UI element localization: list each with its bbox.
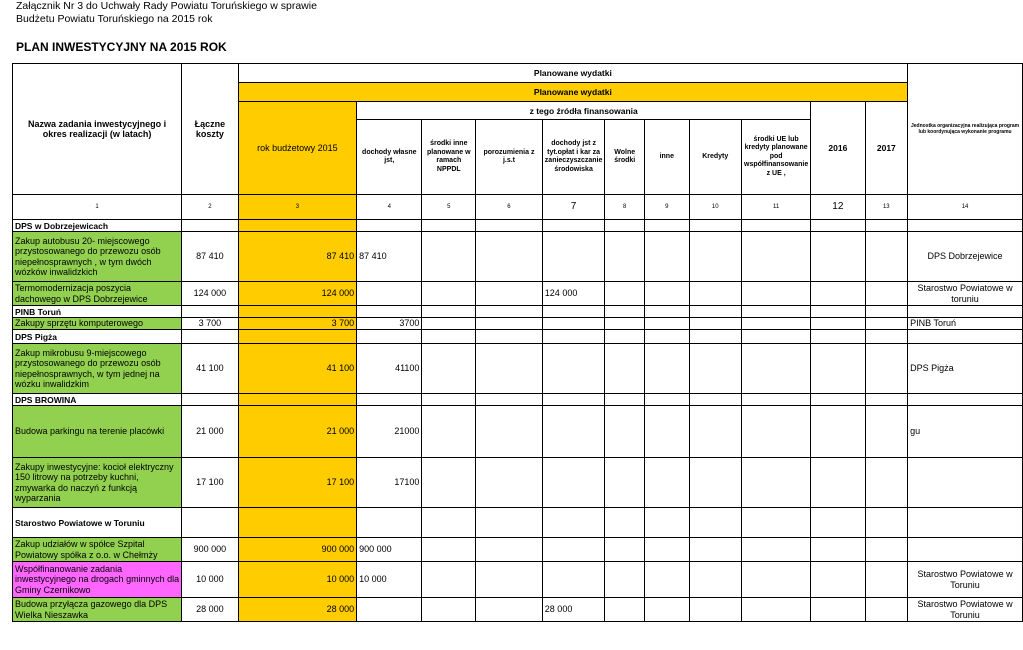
budget-2015-cell: 21 000 <box>238 406 356 458</box>
section-row <box>13 508 1023 538</box>
empty-cell <box>742 508 811 538</box>
col-number-cell: 6 <box>476 195 543 220</box>
empty-cell <box>476 562 543 598</box>
col-other-header: inne <box>645 120 689 195</box>
col-eu-header: środki UE lub kredyty planowane pod współfinansowanie z UE , <box>742 120 811 195</box>
empty-cell <box>605 344 645 394</box>
empty-cell <box>422 220 476 232</box>
unit-cell: Starostwo Powiatowe w Toruniu <box>908 562 1023 598</box>
empty-cell <box>605 562 645 598</box>
empty-cell <box>811 232 865 282</box>
empty-cell <box>238 508 356 538</box>
total-cost-cell: 41 100 <box>182 344 239 394</box>
empty-cell <box>605 458 645 508</box>
empty-cell <box>742 232 811 282</box>
empty-cell <box>645 306 689 318</box>
empty-cell <box>865 562 908 598</box>
empty-cell <box>645 508 689 538</box>
empty-cell <box>742 394 811 406</box>
empty-cell <box>357 330 422 344</box>
empty-cell <box>645 330 689 344</box>
empty-cell <box>645 406 689 458</box>
empty-cell <box>811 406 865 458</box>
empty-cell <box>476 282 543 306</box>
empty-cell <box>865 538 908 562</box>
section-name: Starostwo Powiatowe w Toruniu <box>13 508 182 538</box>
col-credits-header: Kredyty <box>689 120 742 195</box>
unit-cell: Starostwo Powiatowe w toruniu <box>908 282 1023 306</box>
section-row <box>13 330 1023 344</box>
empty-cell <box>182 220 239 232</box>
col-number-cell: 8 <box>605 195 645 220</box>
own-income-cell: 41100 <box>357 344 422 394</box>
empty-cell <box>811 562 865 598</box>
empty-cell <box>605 406 645 458</box>
col-number-cell: 13 <box>865 195 908 220</box>
empty-cell <box>182 330 239 344</box>
empty-cell <box>542 394 605 406</box>
empty-cell <box>422 232 476 282</box>
empty-cell <box>689 306 742 318</box>
empty-cell <box>908 330 1023 344</box>
empty-cell <box>742 220 811 232</box>
table-row <box>13 406 1023 458</box>
empty-cell <box>422 330 476 344</box>
empty-cell <box>605 282 645 306</box>
empty-cell <box>742 318 811 330</box>
env-fees-cell <box>542 458 605 508</box>
empty-cell <box>689 562 742 598</box>
empty-cell <box>476 318 543 330</box>
budget-2015-cell: 87 410 <box>238 232 356 282</box>
empty-cell <box>238 306 356 318</box>
total-cost-cell: 124 000 <box>182 282 239 306</box>
empty-cell <box>689 508 742 538</box>
empty-cell <box>605 538 645 562</box>
empty-cell <box>865 220 908 232</box>
section-name: PINB Toruń <box>13 306 182 318</box>
empty-cell <box>476 232 543 282</box>
empty-cell <box>476 406 543 458</box>
col-budget-header: rok budżetowy 2015 <box>238 102 356 195</box>
table-row <box>13 344 1023 394</box>
empty-cell <box>422 306 476 318</box>
col-number-cell: 11 <box>742 195 811 220</box>
task-name-cell: Budowa przyłącza gazowego dla DPS Wielka Nieszawka <box>13 598 182 622</box>
empty-cell <box>811 598 865 622</box>
empty-cell <box>908 508 1023 538</box>
empty-cell <box>865 344 908 394</box>
empty-cell <box>811 344 865 394</box>
budget-2015-cell: 900 000 <box>238 538 356 562</box>
task-name-cell: Zakup autobusu 20- miejscowego przystosowanego do przewozu osób niepełnosprawnych , w tym dwóch wózków inwalidzkich <box>13 232 182 282</box>
empty-cell <box>689 330 742 344</box>
empty-cell <box>689 282 742 306</box>
empty-cell <box>476 330 543 344</box>
empty-cell <box>182 508 239 538</box>
col-number-cell: 4 <box>357 195 422 220</box>
empty-cell <box>476 220 543 232</box>
section-name: DPS BROWINA <box>13 394 182 406</box>
col-number-cell: 1 <box>13 195 182 220</box>
empty-cell <box>689 538 742 562</box>
col-free-funds-header: Wolne środki <box>605 120 645 195</box>
empty-cell <box>422 458 476 508</box>
empty-cell <box>689 406 742 458</box>
empty-cell <box>422 344 476 394</box>
page-title: PLAN INWESTYCYJNY NA 2015 ROK <box>16 40 227 54</box>
task-name-cell: Budowa parkingu na terenie placówki <box>13 406 182 458</box>
total-cost-cell: 3 700 <box>182 318 239 330</box>
empty-cell <box>476 508 543 538</box>
empty-cell <box>605 318 645 330</box>
empty-cell <box>811 306 865 318</box>
empty-cell <box>605 306 645 318</box>
sources-header: z tego źródła finansowania <box>357 102 811 120</box>
empty-cell <box>238 330 356 344</box>
task-name-cell: Współfinanowanie zadania inwestycyjnego na drogach gminnych dla Gminy Czernikowo <box>13 562 182 598</box>
col-number-cell: 2 <box>182 195 239 220</box>
empty-cell <box>605 220 645 232</box>
empty-cell <box>238 394 356 406</box>
empty-cell <box>605 330 645 344</box>
empty-cell <box>605 232 645 282</box>
empty-cell <box>865 458 908 508</box>
unit-cell: DPS Pigża <box>908 344 1023 394</box>
col-number-cell: 9 <box>645 195 689 220</box>
task-name-cell: Zakup udziałów w spółce Szpital Powiatowy spółka z o.o. w Chełmży <box>13 538 182 562</box>
empty-cell <box>422 394 476 406</box>
unit-cell <box>908 458 1023 508</box>
empty-cell <box>689 220 742 232</box>
total-cost-cell: 900 000 <box>182 538 239 562</box>
empty-cell <box>645 232 689 282</box>
empty-cell <box>811 282 865 306</box>
unit-cell: DPS Dobrzejewice <box>908 232 1023 282</box>
empty-cell <box>605 508 645 538</box>
table-row <box>13 458 1023 508</box>
empty-cell <box>865 406 908 458</box>
own-income-cell: 21000 <box>357 406 422 458</box>
empty-cell <box>357 220 422 232</box>
env-fees-cell <box>542 406 605 458</box>
empty-cell <box>605 598 645 622</box>
col-2017-header: 2017 <box>865 102 908 195</box>
env-fees-cell <box>542 318 605 330</box>
empty-cell <box>689 344 742 394</box>
table-row <box>13 282 1023 306</box>
empty-cell <box>422 562 476 598</box>
table-row <box>13 232 1023 282</box>
task-name-cell: Zakupy sprzętu komputerowego <box>13 318 182 330</box>
empty-cell <box>908 394 1023 406</box>
empty-cell <box>742 458 811 508</box>
unit-cell: PINB Toruń <box>908 318 1023 330</box>
empty-cell <box>865 282 908 306</box>
col-name-header: Nazwa zadania inwestycyjnego i okres realizacji (w latach) <box>13 64 182 195</box>
col-number-cell: 14 <box>908 195 1023 220</box>
table-row <box>13 538 1023 562</box>
empty-cell <box>238 220 356 232</box>
empty-cell <box>542 220 605 232</box>
empty-cell <box>422 538 476 562</box>
empty-cell <box>645 282 689 306</box>
empty-cell <box>422 318 476 330</box>
budget-2015-cell: 17 100 <box>238 458 356 508</box>
table-row <box>13 562 1023 598</box>
col-2016-header: 2016 <box>811 102 865 195</box>
col-number-cell: 7 <box>542 195 605 220</box>
own-income-cell <box>357 598 422 622</box>
empty-cell <box>811 330 865 344</box>
empty-cell <box>422 282 476 306</box>
unit-cell <box>908 538 1023 562</box>
own-income-cell <box>357 282 422 306</box>
total-cost-cell: 21 000 <box>182 406 239 458</box>
env-fees-cell <box>542 232 605 282</box>
empty-cell <box>645 598 689 622</box>
empty-cell <box>357 508 422 538</box>
budget-2015-cell: 3 700 <box>238 318 356 330</box>
doc-header-line-1: Załącznik Nr 3 do Uchwały Rady Powiatu Toruńskiego w sprawie <box>16 0 317 12</box>
empty-cell <box>865 232 908 282</box>
empty-cell <box>865 508 908 538</box>
empty-cell <box>908 306 1023 318</box>
empty-cell <box>476 458 543 508</box>
empty-cell <box>865 330 908 344</box>
task-name-cell: Zakup mikrobusu 9-miejscowego przystosowanego do przewozu osób niepełnosprawnych, w tym jednej na wózku inwalidzkim <box>13 344 182 394</box>
empty-cell <box>811 458 865 508</box>
section-name: DPS w Dobrzejewicach <box>13 220 182 232</box>
empty-cell <box>476 344 543 394</box>
empty-cell <box>476 598 543 622</box>
empty-cell <box>476 306 543 318</box>
col-agreements-header: porozumienia z j.s.t <box>476 120 543 195</box>
own-income-cell: 3700 <box>357 318 422 330</box>
col-number-cell: 5 <box>422 195 476 220</box>
total-cost-cell: 87 410 <box>182 232 239 282</box>
empty-cell <box>689 318 742 330</box>
empty-cell <box>742 598 811 622</box>
env-fees-cell: 28 000 <box>542 598 605 622</box>
empty-cell <box>476 538 543 562</box>
empty-cell <box>476 394 543 406</box>
col-number-cell: 3 <box>238 195 356 220</box>
investment-table <box>12 63 1023 622</box>
total-cost-cell: 28 000 <box>182 598 239 622</box>
empty-cell <box>182 306 239 318</box>
empty-cell <box>811 538 865 562</box>
empty-cell <box>742 562 811 598</box>
own-income-cell: 17100 <box>357 458 422 508</box>
task-name-cell: Zakupy inwestycyjne: kocioł elektryczny 150 litrowy na potrzeby kuchni, zmywarka do naczyń z funkcją wyparzania <box>13 458 182 508</box>
doc-header-line-2: Budżetu Powiatu Toruńskiego na 2015 rok <box>16 13 213 25</box>
col-nppdl-header: środki inne planowane w ramach NPPDL <box>422 120 476 195</box>
planned-expenses-header: Planowane wydatki <box>238 64 907 83</box>
col-own-income-header: dochody własne jst, <box>357 120 422 195</box>
empty-cell <box>542 330 605 344</box>
env-fees-cell <box>542 538 605 562</box>
empty-cell <box>422 406 476 458</box>
empty-cell <box>645 344 689 394</box>
unit-cell: gu <box>908 406 1023 458</box>
empty-cell <box>865 318 908 330</box>
empty-cell <box>645 394 689 406</box>
section-row <box>13 394 1023 406</box>
empty-cell <box>542 508 605 538</box>
table-row <box>13 318 1023 330</box>
empty-cell <box>811 220 865 232</box>
empty-cell <box>865 306 908 318</box>
own-income-cell: 87 410 <box>357 232 422 282</box>
empty-cell <box>742 538 811 562</box>
own-income-cell: 900 000 <box>357 538 422 562</box>
empty-cell <box>645 562 689 598</box>
unit-cell: Starostwo Powiatowe w Toruniu <box>908 598 1023 622</box>
empty-cell <box>908 220 1023 232</box>
budget-2015-cell: 124 000 <box>238 282 356 306</box>
empty-cell <box>742 406 811 458</box>
empty-cell <box>542 306 605 318</box>
empty-cell <box>645 318 689 330</box>
empty-cell <box>811 318 865 330</box>
empty-cell <box>357 394 422 406</box>
empty-cell <box>689 598 742 622</box>
empty-cell <box>645 458 689 508</box>
empty-cell <box>811 508 865 538</box>
empty-cell <box>689 394 742 406</box>
section-row <box>13 306 1023 318</box>
budget-2015-cell: 41 100 <box>238 344 356 394</box>
empty-cell <box>742 306 811 318</box>
empty-cell <box>605 394 645 406</box>
col-number-cell: 12 <box>811 195 865 220</box>
col-number-cell: 10 <box>689 195 742 220</box>
empty-cell <box>645 538 689 562</box>
table-row <box>13 598 1023 622</box>
env-fees-cell: 124 000 <box>542 282 605 306</box>
section-name: DPS Pigża <box>13 330 182 344</box>
empty-cell <box>865 598 908 622</box>
env-fees-cell <box>542 562 605 598</box>
own-income-cell: 10 000 <box>357 562 422 598</box>
col-unit-header: Jednostka organizacyjna realizująca program lub koordynująca wykonanie programu <box>908 64 1023 195</box>
budget-2015-cell: 10 000 <box>238 562 356 598</box>
col-env-fees-header: dochody jst z tyt.opłat i kar za zanieczyszczanie środowiska <box>542 120 605 195</box>
empty-cell <box>865 394 908 406</box>
env-fees-cell <box>542 344 605 394</box>
budget-2015-cell: 28 000 <box>238 598 356 622</box>
task-name-cell: Termomodernizacja poszycia dachowego w DPS Dobrzejewice <box>13 282 182 306</box>
total-cost-cell: 10 000 <box>182 562 239 598</box>
total-cost-cell: 17 100 <box>182 458 239 508</box>
empty-cell <box>357 306 422 318</box>
empty-cell <box>742 344 811 394</box>
empty-cell <box>742 330 811 344</box>
empty-cell <box>422 598 476 622</box>
planned-expenses-subheader: Planowane wydatki <box>238 83 907 102</box>
empty-cell <box>422 508 476 538</box>
empty-cell <box>689 232 742 282</box>
empty-cell <box>742 282 811 306</box>
section-row <box>13 220 1023 232</box>
empty-cell <box>689 458 742 508</box>
empty-cell <box>811 394 865 406</box>
empty-cell <box>182 394 239 406</box>
empty-cell <box>645 220 689 232</box>
col-total-header: Łączne koszty <box>182 64 239 195</box>
